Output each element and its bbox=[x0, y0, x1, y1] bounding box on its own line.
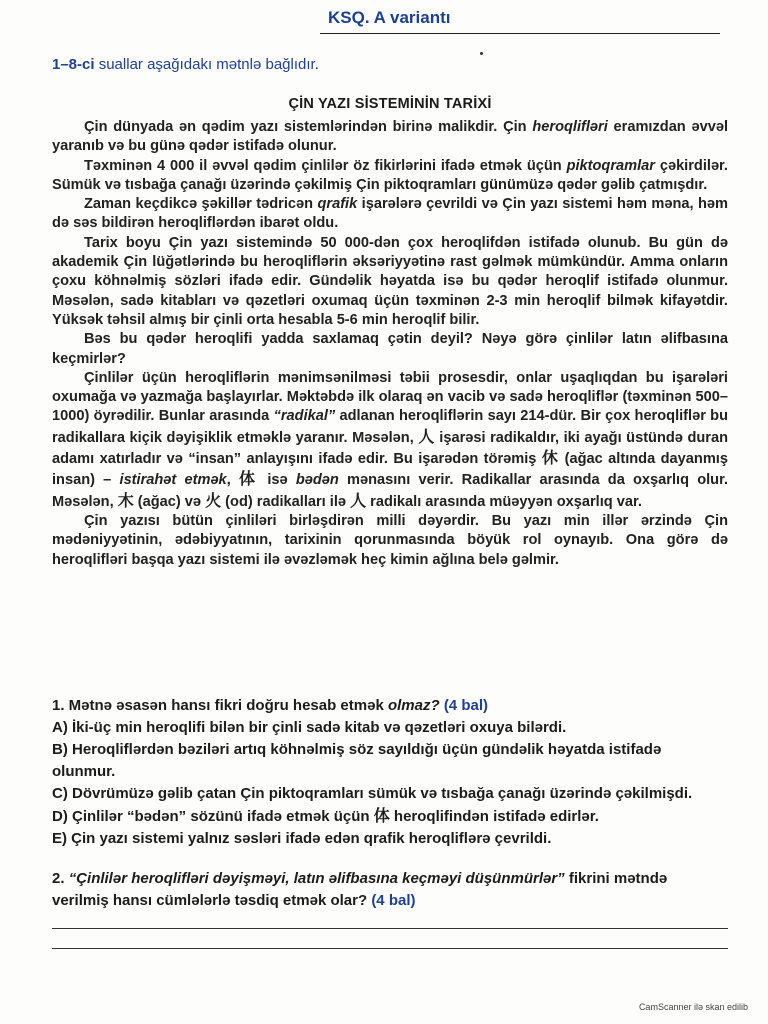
question-1-stem: 1. Mətnə əsasən hansı fikri doğru hesab etmək olmaz? (4 bal) bbox=[52, 697, 488, 714]
paragraph-4: Tarix boyu Çin yazı sistemində 50 000-dən çox heroqlifdən istifadə olunub. Bu gün də akademik Çin lüğətlərində bu heroqliflərin əksəriyyətinə rast gəlmək mümkündür. Amma onların çoxu köhnəlmiş sözləri ifadə edir. Gündəlik həyatda isə bu qədər heroqlif istifadə olunmur. Məsələn, sadə kitabları və qəzetləri oxumaq üçün təxminən 2-3 min heroqlif bilmək kifayətdir. Yüksək təhsil almış bir çinli orta hesabla 5-6 min heroqlif bilir. bbox=[52, 234, 728, 328]
paragraph-7: Çin yazısı bütün çinliləri birləşdirən milli dəyərdir. Bu yazı min illər ərzində Çin mədəniyyətinin, ədəbiyyatının, tarixinin qorunmasında böyük rol oynayıb. Ona görə də heroqlifləri başqa yazı sistemi ilə əvəzləmək heç kimin ağlına belə gəlmir. bbox=[52, 512, 728, 568]
instruction-line: 1–8-ci suallar aşağıdakı mətnlə bağlıdır. bbox=[52, 56, 319, 73]
hanzi-ren: 人 bbox=[418, 426, 435, 446]
hanzi-xiu: 休 bbox=[541, 448, 560, 468]
reading-passage bbox=[52, 118, 728, 570]
hanzi-ti: 体 bbox=[238, 469, 260, 489]
points-badge: (4 bal) bbox=[443, 697, 488, 714]
hanzi-mu: 木 bbox=[117, 490, 134, 510]
paragraph-5: Bəs bu qədər heroqlifi yadda saxlamaq çətin deyil? Nəyə görə çinlilər latın əlifbasına keçmirlər? bbox=[52, 331, 728, 367]
option-d[interactable]: D) Çinlilər “bədən” sözünü ifadə etmək üçün 体 heroqlifindən istifadə edirlər. bbox=[52, 806, 599, 825]
question-1 bbox=[52, 695, 728, 850]
page-header bbox=[52, 4, 728, 34]
option-a[interactable]: A) İki-üç min heroqlifi bilən bir çinli sadə kitab və qəzetləri oxuya bilərdi. bbox=[52, 719, 567, 736]
variant-title: KSQ. A variantı bbox=[328, 8, 451, 27]
paragraph-1: Çin dünyada ən qədim yazı sistemlərindən birinə malikdir. Çin heroqlifləri eramızdan əvvəl yaranıb və bu günə qədər istifadə olunur. bbox=[52, 119, 728, 155]
article-title: ÇİN YAZI SİSTEMİNİN TARİXİ bbox=[288, 96, 492, 112]
question-2: 2. “Çinlilər heroqlifləri dəyişməyi, latın əlifbasına keçməyi düşünmürlər” fikrini mətndə verilmiş hansı cümlələrlə təsdiq etmək olar? (4 bal) bbox=[52, 870, 668, 909]
option-b[interactable]: B) Heroqliflərdən bəziləri artıq köhnəlmiş söz sayıldığı üçün gündəlik həyatda istifadə olunmur. bbox=[52, 741, 662, 780]
paragraph-6: Çinlilər üçün heroqliflərin mənimsənilməsi təbii prosesdir, onlar uşaqlıqdan bu işarələri oxumağa və yazmağa başlayırlar. Məktəbdə ilk olaraq ən vacib və sadə heroqliflər (təxminən 500–1000) öyrədilir. Bunlar arasında “radikal” adlanan heroqliflərin sayı 214-dür. Bir çox heroqliflər bu radikallara kiçik dəyişiklik etməklə yaranır. Məsələn, 人 işarəsi radikaldır, iki ayağı üstündə duran adamı xatırladır və “insan” anlayışını ifadə edir. Bu işarədən törəmiş 休 (ağac altında dayanmış insan) – istirahət etmək, 体 isə bədən mənasını verir. Radikallar arasında da oxşarlıq olur. Məsələn, 木 (ağac) və 火 (od) radikalları ilə 人 radikalı arasında müəyyən oxşarlıq var. bbox=[52, 369, 729, 510]
scanner-watermark: CamScanner ilə skan edilib bbox=[638, 1002, 748, 1012]
paragraph-2: Təxminən 4 000 il əvvəl qədim çinlilər öz fikirlərini ifadə etmək üçün piktoqramlar çəkirdilər. Sümük və tısbağa çanağı üzərində çəkilmiş Çin piktoqramları günümüzə qədər gəlib çatmışdır. bbox=[52, 157, 728, 193]
hanzi-huo: 火 bbox=[205, 490, 222, 510]
answer-line-1[interactable] bbox=[52, 928, 728, 929]
option-c[interactable]: C) Dövrümüzə gəlib çatan Çin piktoqramları sümük və tısbağa çanağı üzərində çəkilmişdi. bbox=[52, 785, 693, 802]
paragraph-3: Zaman keçdikcə şəkillər tədricən qrafik işarələrə çevrildi və Çin yazı sistemi həm məna, həm də səs bildirən heroqliflərdən ibarət oldu. bbox=[52, 196, 728, 232]
answer-line-2[interactable] bbox=[52, 948, 728, 949]
hanzi-ren-2: 人 bbox=[350, 490, 367, 510]
hanzi-ti-option: 体 bbox=[373, 806, 390, 825]
question-range: 1–8-ci bbox=[52, 56, 95, 73]
question-2-quote: “Çinlilər heroqlifləri dəyişməyi, latın əlifbasına keçməyi düşünmürlər” bbox=[68, 870, 565, 887]
points-badge: (4 bal) bbox=[371, 892, 416, 909]
header-underline bbox=[320, 33, 720, 34]
ink-dot bbox=[480, 52, 483, 55]
option-e[interactable]: E) Çin yazı sistemi yalnız səsləri ifadə edən qrafik heroqliflərə çevrildi. bbox=[52, 830, 552, 847]
instruction-text: suallar aşağıdakı mətnlə bağlıdır bbox=[94, 56, 315, 73]
